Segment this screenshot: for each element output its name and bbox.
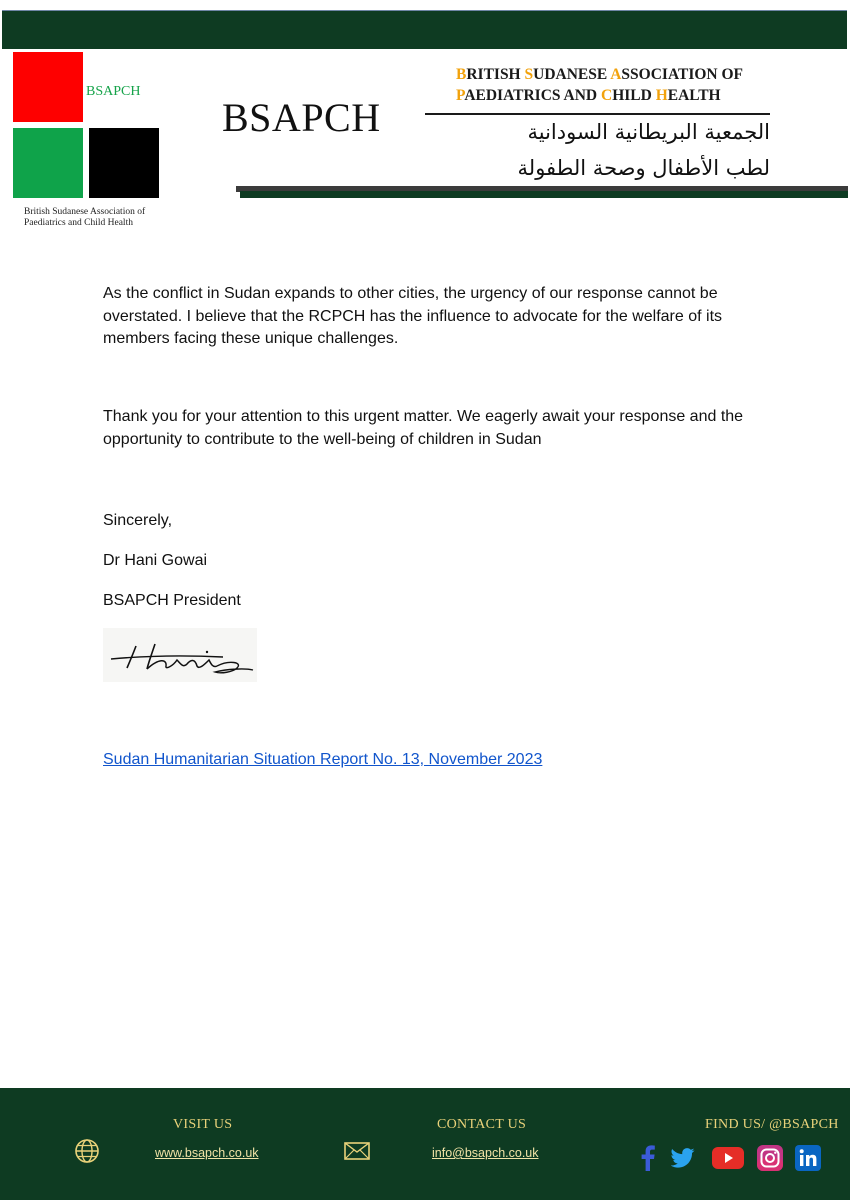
visit-heading: VISIT US — [173, 1117, 233, 1132]
instagram-icon[interactable] — [757, 1145, 783, 1171]
initial-letter: C — [600, 87, 613, 104]
facebook-icon[interactable] — [635, 1145, 661, 1171]
initial-letter: B — [456, 66, 467, 83]
globe-icon — [74, 1138, 100, 1164]
logo-caption: British Sudanese Association of Paediatrics and Child Health — [24, 207, 146, 228]
letter-closing: Sincerely, — [103, 512, 173, 529]
report-link[interactable]: Sudan Humanitarian Situation Report No. 13, November 2023 — [103, 751, 543, 768]
signature-image — [103, 628, 257, 682]
word-rest: UDANESE — [533, 66, 611, 83]
youtube-icon[interactable] — [712, 1145, 744, 1171]
word-rest: SSOCIATION OF — [621, 66, 744, 83]
envelope-icon — [344, 1142, 370, 1160]
brand-mark: BSAPCH — [222, 95, 381, 140]
footer — [0, 1088, 850, 1200]
signer-name: Dr Hani Gowai — [103, 552, 208, 569]
word-rest: EALTH — [667, 87, 721, 104]
initial-letter: H — [655, 87, 668, 104]
header-rule — [240, 191, 848, 198]
contact-heading: CONTACT US — [437, 1117, 527, 1132]
arabic-line-2: لطب الأطفال وصحة الطفولة — [517, 156, 770, 180]
word-rest: AEDIATRICS AND — [464, 87, 601, 104]
initial-letter: P — [456, 87, 465, 104]
association-name-english — [456, 64, 796, 106]
word-rest: RITISH — [466, 66, 525, 83]
logo-green-square — [13, 128, 83, 198]
handwritten-signature — [103, 628, 257, 682]
linkedin-icon[interactable] — [795, 1145, 821, 1171]
initial-letter: A — [610, 66, 622, 83]
association-name-arabic — [470, 114, 770, 186]
signer-role: BSAPCH President — [103, 592, 241, 609]
initial-letter: S — [524, 66, 534, 83]
logo-tag: BSAPCH — [86, 84, 141, 99]
logo-red-square — [13, 52, 83, 122]
letter-paragraph: As the conflict in Sudan expands to other cities, the urgency of our response cannot be overstated. I believe that the RCPCH has the influence to advocate for the welfare of its members facing these unique challenges. — [103, 285, 723, 347]
word-rest: HILD — [612, 87, 656, 104]
top-banner — [2, 10, 847, 49]
arabic-line-1: الجمعية البريطانية السودانية — [527, 120, 770, 144]
letter-paragraph: Thank you for your attention to this urgent matter. We eagerly await your response and the opportunity to contribute to the well-being of children in Sudan — [103, 408, 744, 448]
find-heading: FIND US/ @BSAPCH — [705, 1117, 839, 1132]
logo-black-square — [89, 128, 159, 198]
website-link[interactable]: www.bsapch.co.uk — [155, 1146, 259, 1160]
twitter-icon[interactable] — [670, 1145, 696, 1171]
email-link[interactable]: info@bsapch.co.uk — [432, 1146, 539, 1160]
